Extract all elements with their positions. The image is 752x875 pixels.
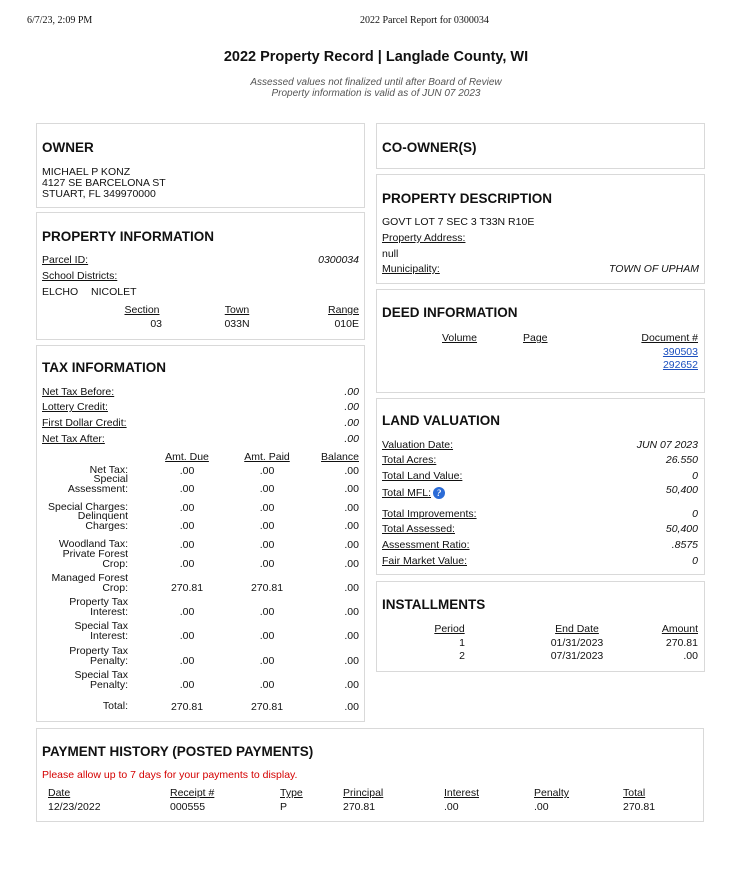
amt-paid-header: Amt. Paid [244,451,290,463]
tax-row-balance: .00 [344,539,359,551]
tax-row-label [18,621,128,641]
payment-receipt-header: Receipt # [170,787,215,799]
land-row-value: JUN 07 2023 [636,439,698,451]
tax-row-balance: .00 [344,558,359,570]
school-districts-label: School Districts: [42,270,118,282]
end-date-header: End Date [555,623,599,635]
payment-date-header: Date [48,787,71,799]
payment-history-panel [36,728,704,822]
tax-row-label-line2: Interest: [90,630,128,642]
tax-row-due: .00 [179,655,195,667]
installment-period: 2 [459,650,465,662]
tax-row-paid: .00 [259,502,275,514]
installments-panel [376,581,705,672]
tax-row-label-line1: Property Tax [69,596,128,608]
tax-row-label [18,474,128,494]
tax-row-balance: .00 [344,630,359,642]
land-valuation-heading: LAND VALUATION [382,413,500,428]
tax-row-due: 270.81 [170,701,204,713]
tax-row-label [18,573,128,593]
land-row-label-text: Valuation Date: [382,439,454,451]
land-row-label-text: Assessment Ratio: [382,539,470,551]
tax-row-label-line2: Charges: [85,520,128,532]
tax-row-due: .00 [179,539,195,551]
coowner-heading: CO-OWNER(S) [382,140,477,155]
tax-row-label-line2: Assessment: [67,483,128,495]
installment-amount: .00 [683,650,698,662]
tax-row-due: .00 [179,520,195,532]
payment-principal-header: Principal [343,787,384,799]
land-valuation-panel [376,398,705,575]
payment-date: 12/23/2022 [48,801,101,813]
tax-row-label-line2: Crop: [102,582,128,594]
range-value: 010E [334,318,359,330]
tax-row-balance: .00 [344,582,359,594]
land-row-label [382,539,470,551]
land-row-label-text: Fair Market Value: [382,555,467,567]
payment-history-heading: PAYMENT HISTORY (POSTED PAYMENTS) [42,744,314,759]
owner-address-2: STUART, FL 349970000 [42,188,156,200]
tax-row-paid: .00 [259,520,275,532]
print-datetime: 6/7/23, 2:09 PM [27,15,93,26]
tax-row-paid: .00 [259,483,275,495]
tax-row-label-line1: Special Charges: [48,501,128,513]
school-district-2: NICOLET [91,286,137,298]
payment-interest-header: Interest [444,787,480,799]
amt-due-header: Amt. Due [165,451,209,463]
net-tax-before-label: Net Tax Before: [42,386,115,398]
tax-row-paid: .00 [259,539,275,551]
payment-receipt: 000555 [170,801,206,813]
land-row-value: .8575 [671,539,698,551]
land-row-value: 50,400 [665,523,698,535]
tax-row-due: .00 [179,502,195,514]
tax-row-label-line2: Crop: [102,558,128,570]
tax-row-label-line1: Property Tax [69,645,128,657]
first-dollar-credit-value: .00 [344,417,359,429]
installment-end-date: 01/31/2023 [550,637,604,649]
notice-line-2: Property information is valid as of JUN 07 2023 [271,88,481,99]
land-row-label [382,454,436,466]
owner-heading: OWNER [42,140,94,155]
land-row-label-text: Total Assessed: [382,523,455,535]
info-icon[interactable]: ? [433,487,445,499]
tax-row-label [18,701,128,711]
tax-row-due: .00 [179,558,195,570]
land-row-label-text: Total Land Value: [382,470,463,482]
tax-row-due: .00 [179,606,195,618]
lottery-credit-label: Lottery Credit: [42,401,108,413]
tax-row-paid: .00 [259,655,275,667]
tax-row-paid: .00 [259,558,275,570]
tax-row-label-line2: Penalty: [90,679,128,691]
tax-row-label-line1: Private Forest [62,548,128,560]
payment-penalty: .00 [534,801,549,813]
tax-row-label-line1: Net Tax: [89,464,128,476]
tax-row-label [18,646,128,666]
land-row-label-text: Total Improvements: [382,508,477,520]
payment-total: 270.81 [623,801,656,813]
parcel-id-value: 0300034 [318,254,359,266]
deed-heading: DEED INFORMATION [382,305,518,320]
land-row-value: 0 [692,555,698,567]
balance-header: Balance [321,451,359,463]
land-row-label [382,487,445,499]
property-address-value: null [382,248,399,260]
tax-row-due: .00 [179,483,195,495]
tax-row-balance: .00 [344,483,359,495]
land-row-value: 26.550 [665,454,698,466]
tax-panel [36,345,365,722]
lottery-credit-value: .00 [344,401,359,413]
payment-penalty-header: Penalty [534,787,570,799]
coowner-panel [376,123,705,169]
tax-row-paid: 270.81 [250,582,284,594]
tax-row-label [18,670,128,690]
land-row-value: 0 [692,470,698,482]
property-info-heading: PROPERTY INFORMATION [42,229,215,244]
document-link-2[interactable]: 292652 [662,359,698,371]
property-description-heading: PROPERTY DESCRIPTION [382,191,553,206]
town-label: Town [224,304,250,316]
tax-row-balance: .00 [344,701,359,713]
tax-row-paid: .00 [259,630,275,642]
installments-heading: INSTALLMENTS [382,597,486,612]
range-label: Range [328,304,359,316]
tax-row-label [18,597,128,617]
page-label: Page [523,332,548,344]
tax-row-due: .00 [179,630,195,642]
land-row-label-text: Total Acres: [382,454,437,466]
tax-row-label-line2: Interest: [90,606,128,618]
installment-end-date: 07/31/2023 [550,650,604,662]
tax-row-label-line1: Special Tax [74,669,128,681]
tax-row-due: .00 [179,465,195,477]
land-row-label [382,555,467,567]
volume-label: Volume [442,332,478,344]
first-dollar-credit-label: First Dollar Credit: [42,417,127,429]
land-row-value: 50,400 [665,484,698,496]
land-row-value: 0 [692,508,698,520]
property-address-label: Property Address: [382,232,466,244]
school-district-1: ELCHO [42,286,79,298]
tax-row-paid: .00 [259,606,275,618]
tax-row-paid: .00 [259,465,275,477]
payment-type-header: Type [280,787,303,799]
net-tax-after-value: .00 [344,433,359,445]
payment-total-header: Total [623,787,646,799]
owner-address-1: 4127 SE BARCELONA ST [42,177,166,189]
tax-row-label [18,511,128,531]
tax-row-label-line1: Woodland Tax: [58,538,128,550]
legal-description: GOVT LOT 7 SEC 3 T33N R10E [382,216,535,228]
tax-heading: TAX INFORMATION [42,360,166,375]
deed-panel [376,289,705,393]
period-header: Period [434,623,465,635]
tax-row-balance: .00 [344,679,359,691]
tax-row-balance: .00 [344,520,359,532]
parcel-id-label: Parcel ID: [42,254,89,266]
land-row-label [382,470,462,482]
tax-row-balance: .00 [344,655,359,667]
municipality-value: TOWN OF UPHAM [608,263,699,275]
net-tax-before-value: .00 [344,386,359,398]
payment-principal: 270.81 [343,801,376,813]
payment-type: P [280,801,288,813]
tax-row-label-line2: Penalty: [90,655,128,667]
owner-name: MICHAEL P KONZ [42,166,131,178]
tax-row-balance: .00 [344,465,359,477]
net-tax-after-label: Net Tax After: [42,433,105,445]
property-description-panel [376,174,705,284]
payment-note: Please allow up to 7 days for your payments to display. [42,769,298,781]
tax-row-label-line1: Special [93,473,128,485]
tax-row-label-line1: Special Tax [74,620,128,632]
notice-line-1: Assessed values not finalized until after Board of Review [250,77,502,88]
document-link-1[interactable]: 390503 [662,346,698,358]
tax-row-due: 270.81 [170,582,204,594]
print-title: 2022 Parcel Report for 0300034 [360,15,489,26]
property-info-panel [36,212,365,340]
town-value: 033N [224,318,250,330]
tax-row-label [18,549,128,569]
municipality-label: Municipality: [382,263,440,275]
amount-header: Amount [661,623,698,635]
land-row-label-text: Total MFL: [382,487,432,499]
owner-panel [36,123,365,208]
section-value: 03 [150,318,162,330]
installment-period: 1 [459,637,465,649]
tax-row-due: .00 [179,679,195,691]
payment-interest: .00 [444,801,459,813]
section-label: Section [124,304,160,316]
tax-row-paid: 270.81 [250,701,284,713]
land-row-label [382,508,477,520]
tax-row-balance: .00 [344,502,359,514]
page-title: 2022 Property Record | Langlade County, WI [223,49,529,65]
land-row-label [382,439,453,451]
tax-row-balance: .00 [344,606,359,618]
tax-row-label-line1: Total: [102,700,128,712]
tax-row-paid: .00 [259,679,275,691]
installment-amount: 270.81 [665,637,698,649]
land-row-label [382,523,455,535]
document-label: Document # [641,332,698,344]
tax-row-label-line1: Managed Forest [51,572,128,584]
tax-row-label-line1: Delinquent [77,510,128,522]
